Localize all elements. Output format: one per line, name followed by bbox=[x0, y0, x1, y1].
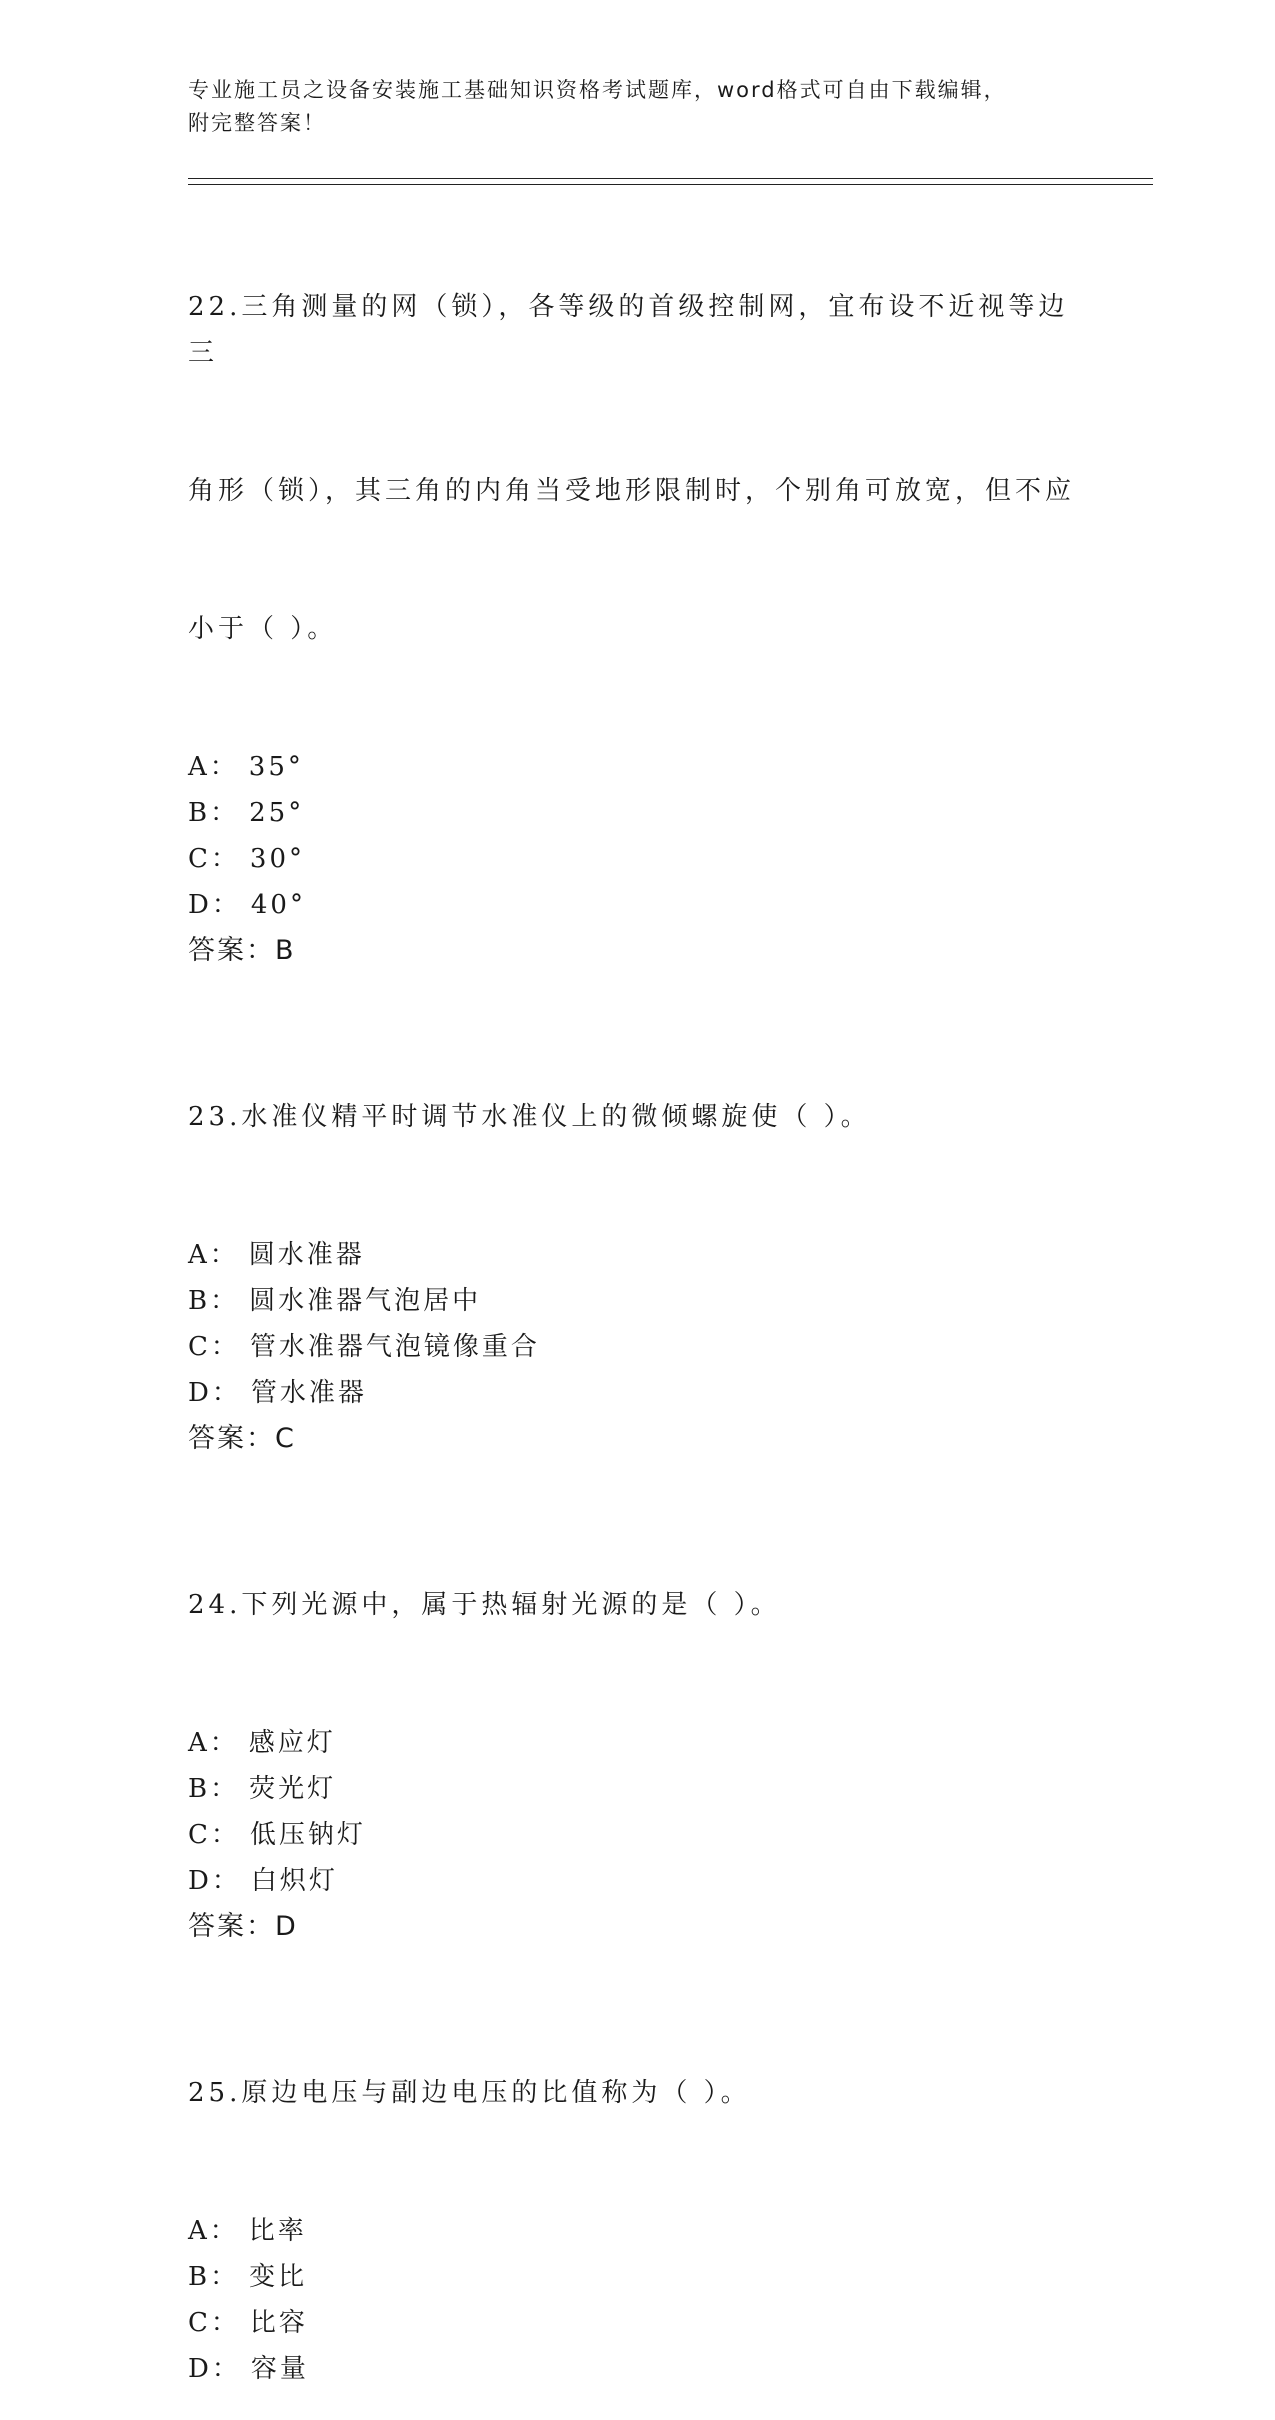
answer-line: 答案：B bbox=[188, 935, 296, 966]
stem-line: 24.下列光源中，属于热辐射光源的是（ ）。 bbox=[188, 1590, 781, 1620]
option-text: 容量 bbox=[250, 2354, 309, 2384]
option-a bbox=[188, 1720, 1088, 1766]
option-text: 25° bbox=[249, 798, 305, 828]
question-23 bbox=[188, 1002, 1088, 1462]
option-key: A： bbox=[188, 1728, 239, 1758]
option-key: A： bbox=[188, 1240, 239, 1270]
question-stem bbox=[188, 1978, 1088, 2208]
option-key: A： bbox=[188, 752, 239, 782]
question-25 bbox=[188, 1978, 1088, 2392]
option-text: 40° bbox=[250, 890, 306, 920]
option-c bbox=[188, 1812, 1088, 1858]
stem-line: 25.原边电压与副边电压的比值称为（ ）。 bbox=[188, 2078, 751, 2108]
option-text: 低压钠灯 bbox=[249, 1820, 366, 1850]
option-text: 圆水准器 bbox=[248, 1240, 365, 1270]
option-c bbox=[188, 2300, 1088, 2346]
option-text: 管水准器 bbox=[250, 1378, 367, 1408]
option-key: C： bbox=[188, 2308, 240, 2338]
question-stem bbox=[188, 192, 1088, 744]
option-key: D： bbox=[188, 1378, 241, 1408]
option-d bbox=[188, 1370, 1088, 1416]
option-text: 35° bbox=[248, 752, 304, 782]
option-text: 30° bbox=[249, 844, 305, 874]
option-b bbox=[188, 2254, 1088, 2300]
option-key: C： bbox=[188, 844, 240, 874]
option-text: 比容 bbox=[249, 2308, 308, 2338]
header-line-2: 附完整答案！ bbox=[188, 111, 326, 135]
header-divider-bottom bbox=[188, 184, 1153, 185]
option-d bbox=[188, 2346, 1088, 2392]
option-a bbox=[188, 2208, 1088, 2254]
option-text: 感应灯 bbox=[248, 1728, 336, 1758]
option-text: 比率 bbox=[248, 2216, 307, 2246]
option-c bbox=[188, 836, 1088, 882]
header-divider-top bbox=[188, 178, 1153, 179]
option-key: D： bbox=[188, 2354, 241, 2384]
option-key: B： bbox=[188, 1774, 240, 1804]
option-d bbox=[188, 1858, 1088, 1904]
option-b bbox=[188, 1766, 1088, 1812]
option-a bbox=[188, 744, 1088, 790]
option-d bbox=[188, 882, 1088, 928]
option-c bbox=[188, 1324, 1088, 1370]
option-key: C： bbox=[188, 1820, 240, 1850]
option-key: C： bbox=[188, 1332, 240, 1362]
stem-line: 小于（ ）。 bbox=[188, 614, 338, 644]
option-text: 管水准器气泡镜像重合 bbox=[249, 1332, 540, 1362]
stem-line: 22.三角测量的网（锁），各等级的首级控制网，宜布设不近视等边三 bbox=[188, 292, 1069, 368]
question-24 bbox=[188, 1490, 1088, 1950]
document-header bbox=[188, 74, 1088, 140]
stem-line: 角形（锁），其三角的内角当受地形限制时，个别角可放宽，但不应 bbox=[188, 476, 1076, 506]
option-a bbox=[188, 1232, 1088, 1278]
option-text: 荧光灯 bbox=[249, 1774, 337, 1804]
stem-line: 23.水准仪精平时调节水准仪上的微倾螺旋使（ ）。 bbox=[188, 1102, 871, 1132]
option-text: 变比 bbox=[249, 2262, 308, 2292]
option-b bbox=[188, 790, 1088, 836]
answer-line: 答案：D bbox=[188, 1911, 298, 1942]
option-key: B： bbox=[188, 2262, 240, 2292]
option-key: A： bbox=[188, 2216, 239, 2246]
question-list bbox=[188, 192, 1088, 2420]
option-text: 圆水准器气泡居中 bbox=[249, 1286, 482, 1316]
option-key: B： bbox=[188, 798, 240, 828]
question-stem bbox=[188, 1002, 1088, 1232]
question-stem bbox=[188, 1490, 1088, 1720]
answer-line: 答案：C bbox=[188, 1423, 296, 1454]
option-text: 白炽灯 bbox=[250, 1866, 338, 1896]
header-line-1: 专业施工员之设备安装施工基础知识资格考试题库，word格式可自由下载编辑， bbox=[188, 78, 1007, 102]
option-key: D： bbox=[188, 890, 241, 920]
option-key: B： bbox=[188, 1286, 240, 1316]
option-key: D： bbox=[188, 1866, 241, 1896]
option-b bbox=[188, 1278, 1088, 1324]
question-22 bbox=[188, 192, 1088, 974]
